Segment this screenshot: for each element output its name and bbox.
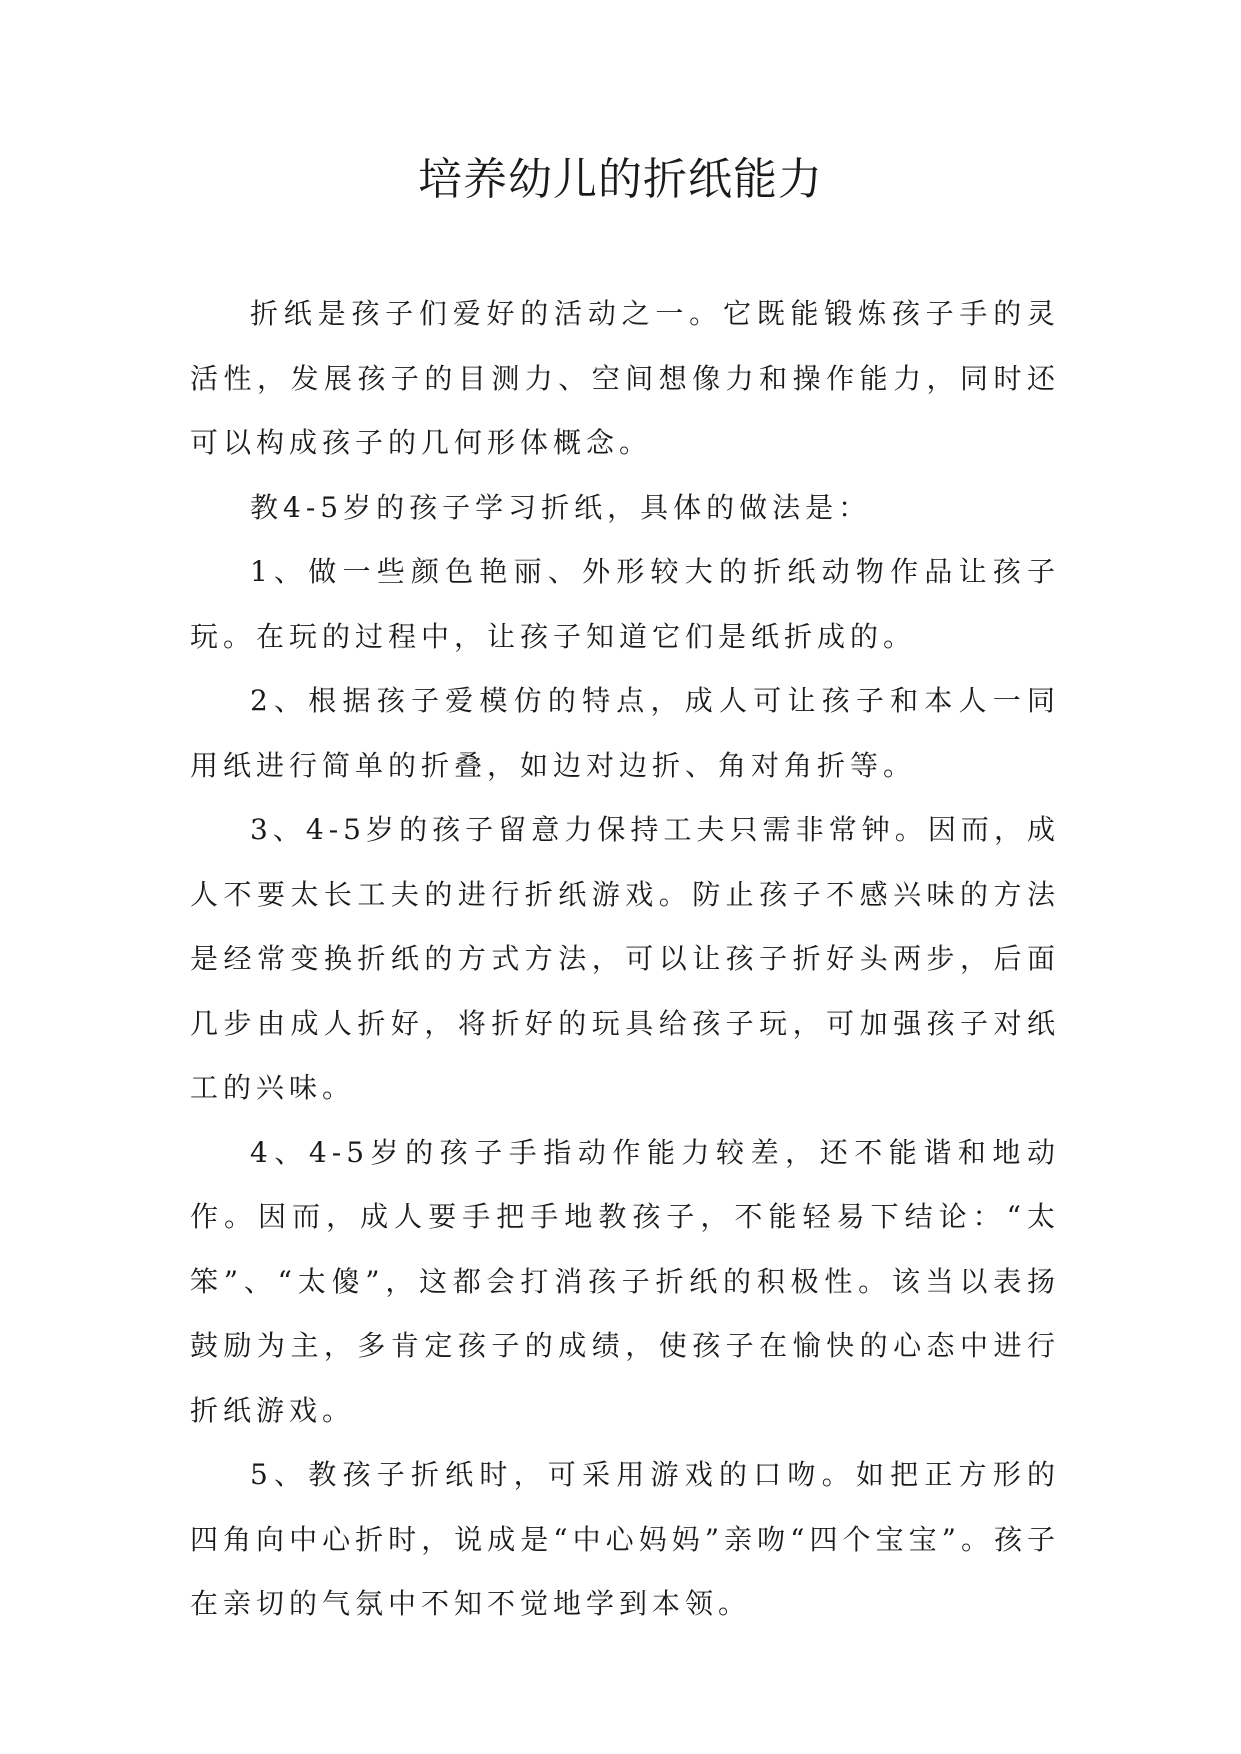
paragraph-step-3: 3、4-5岁的孩子留意力保持工夫只需非常钟。因而，成人不要太长工夫的进行折纸游戏。防止孩子不感兴味的方法是经常变换折纸的方式方法，可以让孩子折好头两步，后面几步由成人折好，将折好的玩具给孩子玩，可加强孩子对纸工的兴味。 [190, 813, 1060, 1104]
document-title: 培养幼儿的折纸能力 [418, 154, 823, 205]
paragraph-step-1: 1、做一些颜色艳丽、外形较大的折纸动物作品让孩子玩。在玩的过程中，让孩子知道它们是纸折成的。 [190, 555, 1060, 653]
document-body [190, 282, 1060, 1637]
paragraph-step-5: 5、教孩子折纸时，可采用游戏的口吻。如把正方形的四角向中心折时，说成是“中心妈妈”亲吻“四个宝宝”。孩子在亲切的气氛中不知不觉地学到本领。 [190, 1458, 1060, 1620]
paragraph-method-lead: 教4-5岁的孩子学习折纸，具体的做法是： [250, 490, 872, 524]
paragraph-step-2: 2、根据孩子爱模仿的特点，成人可让孩子和本人一同用纸进行简单的折叠，如边对边折、角对角折等。 [190, 684, 1060, 782]
paragraph-intro: 折纸是孩子们爱好的活动之一。它既能锻炼孩子手的灵活性，发展孩子的目测力、空间想像力和操作能力，同时还可以构成孩子的几何形体概念。 [190, 297, 1060, 459]
paragraph-step-4: 4、4-5岁的孩子手指动作能力较差，还不能谐和地动作。因而，成人要手把手地教孩子，不能轻易下结论：“太笨”、“太傻”，这都会打消孩子折纸的积极性。该当以表扬鼓励为主，多肯定孩子的成绩，使孩子在愉快的心态中进行折纸游戏。 [190, 1135, 1060, 1427]
